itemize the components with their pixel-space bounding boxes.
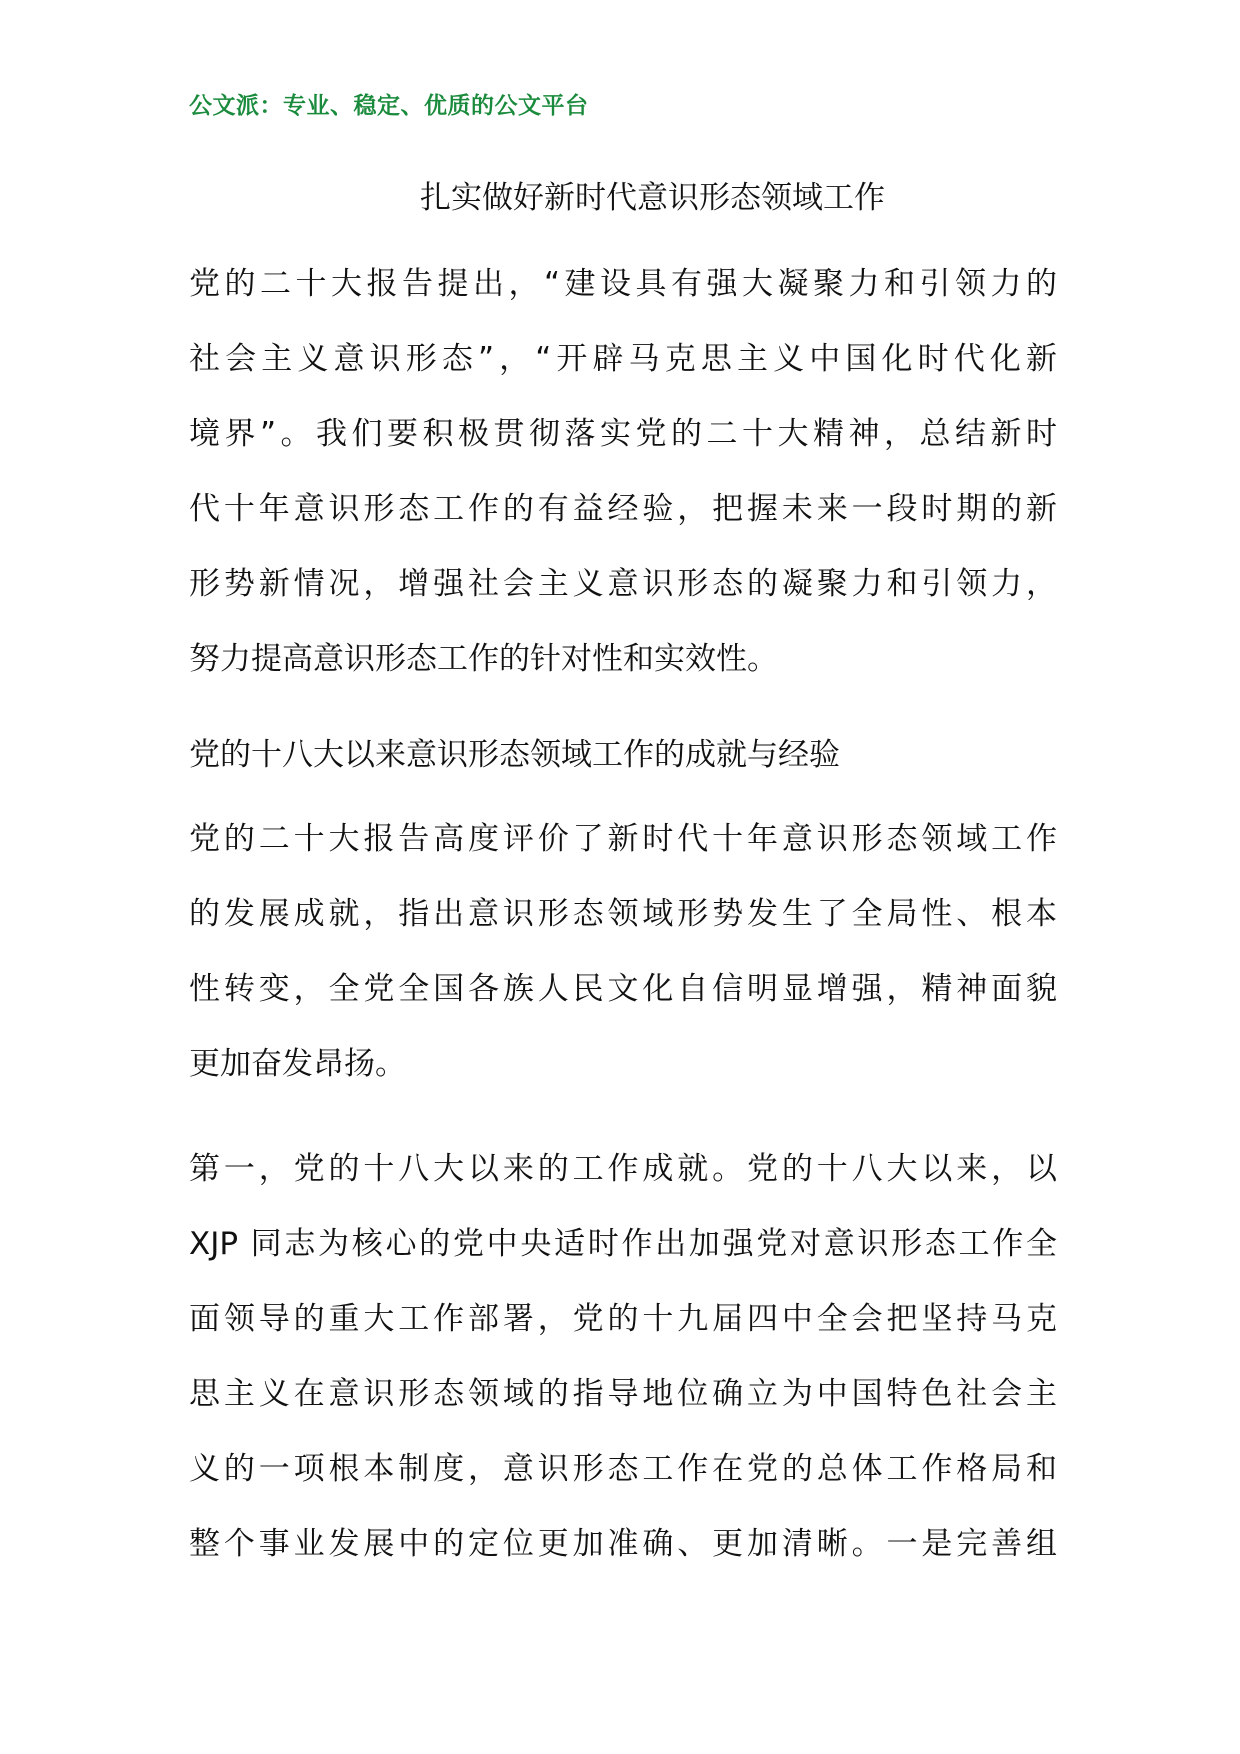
paragraph-3 [189,1132,1057,1582]
paragraph-line: 思主义在意识形态领域的指导地位确立为中国特色社会主 [189,1376,1057,1412]
paragraph-line: 党的二十大报告高度评价了新时代十年意识形态领域工作 [189,821,1057,857]
paragraph-line: 义的一项根本制度，意识形态工作在党的总体工作格局和 [189,1451,1057,1487]
paragraph-line: 更加奋发昂扬。 [189,1046,406,1082]
paragraph-line: 形势新情况，增强社会主义意识形态的凝聚力和引领力， [189,566,1057,602]
paragraph-line: 面领导的重大工作部署，党的十九届四中全会把坚持马克 [189,1301,1057,1337]
site-slogan: 公文派：专业、稳定、优质的公文平台 [189,93,589,119]
paragraph-line: 境界”。我们要积极贯彻落实党的二十大精神，总结新时 [189,416,1057,452]
paragraph-line: 整个事业发展中的定位更加准确、更加清晰。一是完善组 [189,1526,1057,1562]
paragraph-line: 社会主义意识形态”，“开辟马克思主义中国化时代化新 [189,341,1057,377]
paragraph-line: 党的二十大报告提出，“建设具有强大凝聚力和引领力的 [189,266,1057,302]
paragraph-1 [189,247,1057,697]
section-heading: 党的十八大以来意识形态领域工作的成就与经验 [189,737,840,773]
paragraph-line: 第一，党的十八大以来的工作成就。党的十八大以来，以 [189,1151,1057,1187]
paragraph-line: XJP 同志为核心的党中央适时作出加强党对意识形态工作全 [189,1226,1057,1262]
paragraph-line: 的发展成就，指出意识形态领域形势发生了全局性、根本 [189,896,1057,932]
paragraph-line: 代十年意识形态工作的有益经验，把握未来一段时期的新 [189,491,1057,527]
paragraph-line: 性转变，全党全国各族人民文化自信明显增强，精神面貌 [189,971,1057,1007]
paragraph-2 [189,802,1057,1102]
paragraph-line: 努力提高意识形态工作的针对性和实效性。 [189,641,778,677]
document-title-wrapper [0,176,1240,220]
document-title: 扎实做好新时代意识形态领域工作 [420,180,885,216]
